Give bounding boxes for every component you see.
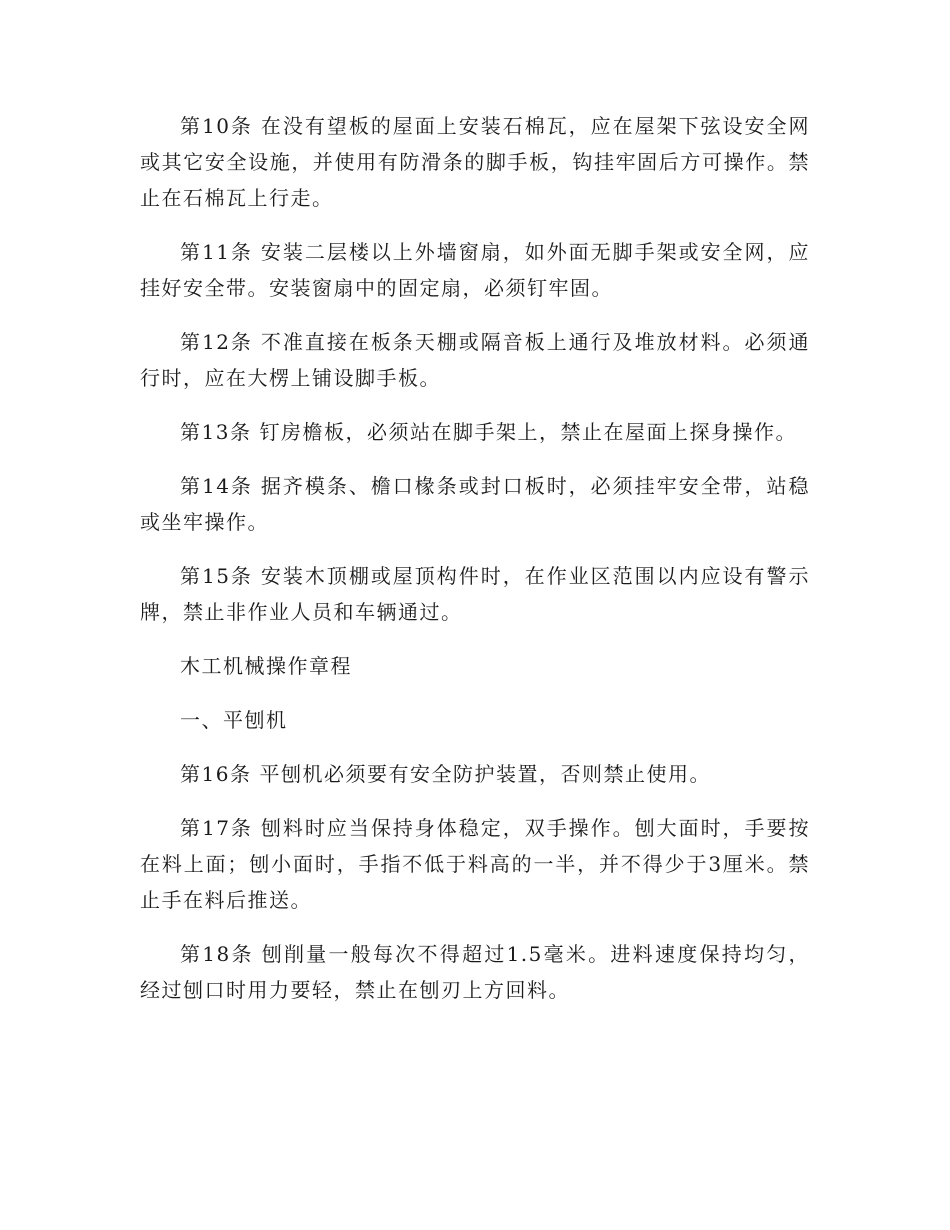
article-number: 第13条	[180, 420, 252, 444]
article-text: 不准直接在板条天棚或隔音板上通行及堆放材料。必须通行时，应在大楞上铺设脚手板。	[140, 330, 811, 390]
article-text: 刨削量一般每次不得超过1.5毫米。进料速度保持均匀，经过刨口时用力要轻，禁止在刨刃上方回料。	[140, 942, 810, 1002]
article-text: 刨料时应当保持身体稳定，双手操作。刨大面时，手要按在料上面；刨小面时，手指不低于料高的一半，并不得少于3厘米。禁止手在料后推送。	[140, 816, 811, 912]
article-number: 第14条	[180, 474, 253, 498]
article-number: 第16条	[180, 762, 252, 786]
article-number: 第10条	[180, 114, 253, 138]
article-13	[140, 414, 810, 450]
section-heading	[140, 648, 810, 684]
article-text: 据齐模条、檐口椽条或封口板时，必须挂牢安全带，站稳或坐牢操作。	[140, 474, 811, 534]
article-12	[140, 324, 810, 396]
section-heading-text: 木工机械操作章程	[180, 654, 352, 678]
article-text: 平刨机必须要有安全防护装置，否则禁止使用。	[259, 762, 711, 786]
article-11	[140, 234, 810, 306]
article-number: 第18条	[180, 942, 254, 966]
document-body	[140, 108, 810, 1026]
article-10	[140, 108, 810, 216]
article-text: 钉房檐板，必须站在脚手架上，禁止在屋面上探身操作。	[259, 420, 797, 444]
article-number: 第17条	[180, 816, 253, 840]
article-text: 安装木顶棚或屋顶构件时，在作业区范围以内应设有警示牌，禁止非作业人员和车辆通过。	[140, 564, 811, 624]
article-14	[140, 468, 810, 540]
article-text: 安装二层楼以上外墙窗扇，如外面无脚手架或安全网，应挂好安全带。安装窗扇中的固定扇，必须钉牢固。	[140, 240, 811, 300]
article-16	[140, 756, 810, 792]
subsection-heading	[140, 702, 810, 738]
article-number: 第12条	[180, 330, 253, 354]
article-number: 第11条	[180, 240, 253, 264]
article-17	[140, 810, 810, 918]
subsection-heading-text: 一、平刨机	[180, 708, 288, 732]
article-text: 在没有望板的屋面上安装石棉瓦，应在屋架下弦设安全网或其它安全设施，并使用有防滑条的脚手板，钩挂牢固后方可操作。禁止在石棉瓦上行走。	[140, 114, 811, 210]
article-number: 第15条	[180, 564, 253, 588]
article-18	[140, 936, 810, 1008]
article-15	[140, 558, 810, 630]
